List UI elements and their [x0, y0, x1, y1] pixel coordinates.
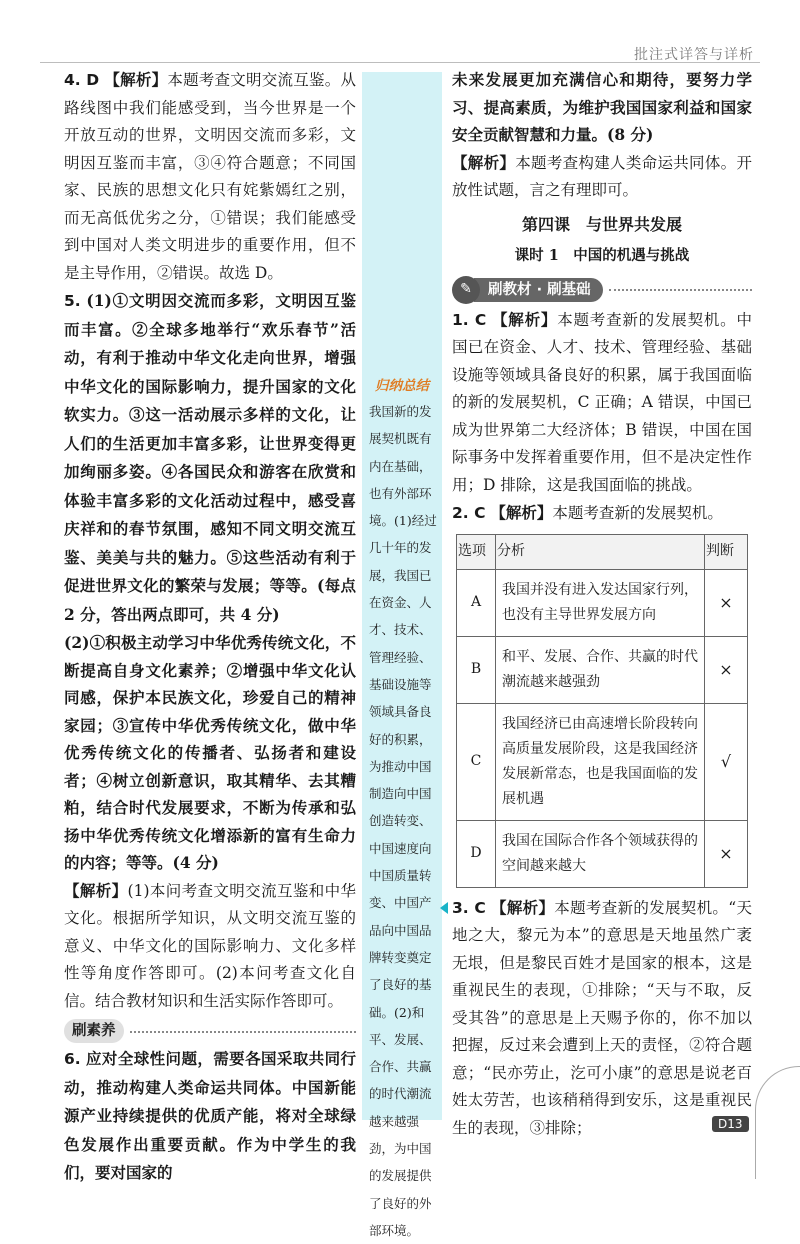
q5-tag: 【解析】 — [64, 880, 128, 900]
q2-number: 2. C — [452, 504, 486, 522]
q1-tag: 【解析】 — [491, 309, 558, 329]
q3-tag: 【解析】 — [491, 897, 555, 917]
q2-tag: 【解析】 — [490, 503, 553, 522]
table-header-judge: 判断 — [705, 534, 748, 569]
table-header-option: 选项 — [457, 534, 496, 569]
question-2 — [452, 499, 752, 528]
table-header-row — [457, 534, 748, 569]
table-cell-option: C — [457, 703, 496, 820]
q5-analysis — [64, 877, 356, 1016]
brush-icon: ✎ — [452, 276, 480, 304]
right-column — [452, 66, 752, 1142]
q6-tag: 【解析】 — [452, 152, 516, 172]
q6-continued: 未来发展更加充满信心和期待，要努力学习、提高素质，为维护我国国家利益和国家安全贡献智慧和力量。(8 分) — [452, 70, 752, 144]
q1-number: 1. C — [452, 310, 487, 329]
summary-sidebar — [362, 72, 442, 1238]
q5-analysis-text: (1)本问考查文明交流互鉴和中华文化。根据所学知识，从文明交流互鉴的意义、中华文化的国际影响力、文化多样性等角度作答即可。(2)本问考查文化自信。结合教材知识和生活实际作答即可。 — [64, 881, 356, 1010]
q6-number: 6. — [64, 1050, 81, 1068]
left-column — [64, 66, 356, 1188]
sidebar-pointer-icon — [440, 902, 448, 914]
table-cell-analysis: 和平、发展、合作、共赢的时代潮流越来越强劲 — [496, 636, 705, 703]
table-cell-option: A — [457, 569, 496, 636]
table-cell-judge: × — [705, 569, 748, 636]
table-cell-analysis: 我国并没有进入发达国家行列，也没有主导世界发展方向 — [496, 569, 705, 636]
q4-text: 本题考查文明交流互鉴。从路线图中我们能感受到，当今世界是一个开放互动的世界，文明因交流而多彩，文明因互鉴而丰富，③④符合题意；不同国家、民族的思想文化只有姹紫嫣红之别，而无高低优劣之分，①错误；我们能感受到中国对人类文明进步的重要作用，但不是主导作用，②错误。故选 D。 — [64, 71, 356, 282]
page-corner-decoration — [755, 1066, 800, 1179]
header-title: 批注式详答与详析 — [634, 47, 754, 63]
lesson-subtitle: 课时 1 中国的机遇与挑战 — [514, 247, 690, 264]
q5-answer-1: (1)①文明因交流而多彩，文明因互鉴而丰富。②全球多地举行“欢乐春节”活动，有利于推动中华文化走向世界，增强中华文化的国际影响力，提升国家的文化软实力。③这一活动展示多样的文化，让人们的生活更加丰富多彩，让世界变得更加绚丽多姿。④各国民众和游客在欣赏和体验丰富多彩的文化活动过程中，感受喜庆祥和的春节氛围，感知不同文明交流互鉴、美美与共的魅力。⑤这些活动有利于促进世界文化的繁荣与发展；等等。(每点 2 分，答出两点即可，共 4 分) — [64, 291, 356, 624]
section-dotted-line — [609, 288, 752, 291]
lesson-title: 第四课 与世界共发展 — [521, 214, 682, 234]
question-3 — [452, 894, 752, 1143]
q1-text: 本题考查新的发展契机。中国已在资金、人才、技术、管理经验、基础设施等领域具备良好的积累，属于我国面临的新的发展契机，C 正确；A 错误，中国已成为世界第二大经济体；B 错误，中国在国际事务中发挥着重要作用，但不是决定性作用；D 排除，这是我国面临的挑战。 — [452, 310, 752, 494]
q6-text: 应对全球性问题，需要各国采取共同行动，推动构建人类命运共同体。中国新能源产业持续提供的优质产能，将对全球绿色发展作出重要贡献。作为中学生的我们，要对国家的 — [64, 1049, 356, 1182]
table-cell-judge: × — [705, 636, 748, 703]
section-title-jiaocai: 刷教材 · 刷基础 — [474, 278, 603, 302]
sidebar-title: 归纳总结 — [375, 378, 429, 394]
q4-number: 4. D — [64, 71, 100, 89]
table-cell-judge: × — [705, 820, 748, 887]
q2-text: 本题考查新的发展契机。 — [552, 504, 723, 522]
header-divider — [40, 62, 760, 63]
section-title-suyang: 刷素养 — [64, 1019, 124, 1043]
section-banner-suyang — [64, 1019, 356, 1043]
table-cell-analysis: 我国经济已由高速增长阶段转向高质量发展阶段，这是我国经济发展新常态，也是我国面临的发展机遇 — [496, 703, 705, 820]
section-dotted-line — [130, 1030, 357, 1033]
q4-tag: 【解析】 — [104, 70, 168, 89]
table-header-analysis: 分析 — [496, 534, 705, 569]
table-cell-analysis: 我国在国际合作各个领域获得的空间越来越大 — [496, 820, 705, 887]
q5-number: 5. — [64, 292, 81, 310]
table-cell-option: B — [457, 636, 496, 703]
table-cell-judge: √ — [705, 703, 748, 820]
analysis-table — [456, 534, 748, 888]
q3-number: 3. C — [452, 898, 486, 917]
table-row — [457, 569, 748, 636]
question-5 — [64, 287, 356, 629]
question-4 — [64, 66, 356, 287]
section-banner-jiaocai — [452, 276, 752, 304]
question-6 — [64, 1045, 356, 1188]
table-row — [457, 703, 748, 820]
page-number: D13 — [712, 1116, 749, 1132]
q5-answer-2: (2)①积极主动学习中华优秀传统文化，不断提高自身文化素养；②增强中华文化认同感，保护本民族文化，珍爱自己的精神家园；③宣传中华优秀传统文化，做中华优秀传统文化的传播者、弘扬者和建设者；④树立创新意识，取其精华、去其糟粕，结合时代发展要求，不断为传承和弘扬中华优秀传统文化增添新的富有生命力的内容；等等。(4 分) — [64, 633, 356, 872]
question-1 — [452, 306, 752, 500]
table-row — [457, 820, 748, 887]
q6-analysis-text: 本题考查构建人类命运共同体。开放性试题，言之有理即可。 — [452, 153, 752, 199]
q6-analysis — [452, 149, 752, 205]
q3-text: 本题考查新的发展契机。“天地之大，黎元为本”的意思是天地虽然广袤无垠，但是黎民百姓才是国家的根本，这是重视民生的表现，①排除；“天与不取，反受其咎”的意思是上天赐予你的，你不加以把握，反过来会遭到上天的责怪，②符合题意；“民亦劳止，汔可小康”的意思是说老百姓太劳苦，也该稍稍得到安乐，这是重视民生的表现，③排除； — [452, 898, 752, 1137]
table-cell-option: D — [457, 820, 496, 887]
table-row — [457, 636, 748, 703]
sidebar-text: 我国新的发展契机既有内在基础，也有外部环境。(1)经过几十年的发展，我国已在资金、人才、技术、管理经验、基础设施等领域具备良好的积累，为推动中国制造向中国创造转变、中国速度向中国质量转变、中国产品向中国品牌转变奠定了良好的基础。(2)和平、发展、合作、共赢的时代潮流越来越强劲，为中国的发展提供了良好的外部环境。 — [369, 404, 437, 1238]
